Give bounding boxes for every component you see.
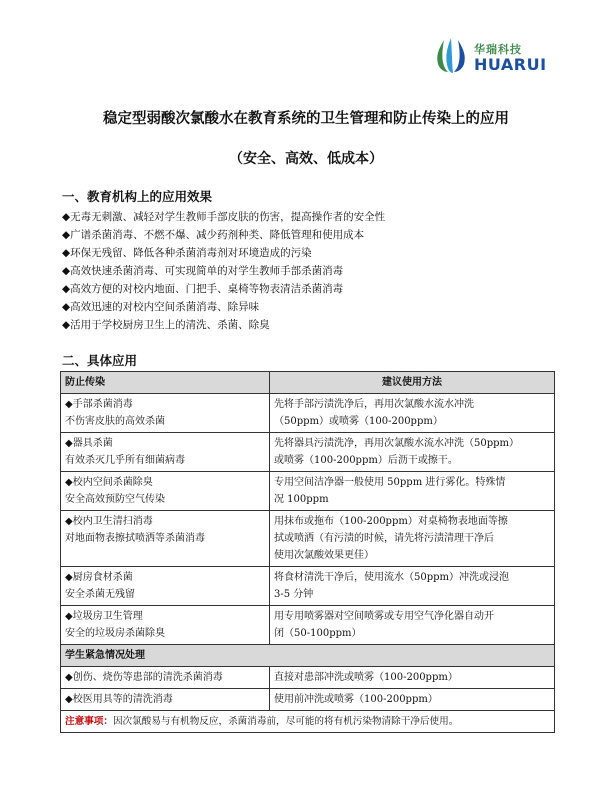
note-text: 因次氯酸易与有机物反应，杀菌消毒前，尽可能的将有机污染物清除干净后使用。 [112, 716, 459, 727]
note-label: 注意事项： [65, 716, 113, 727]
logo-text-cn: 华瑞科技 [474, 43, 522, 56]
row-desc: 对地面物表擦拭喷洒等杀菌消毒 [65, 533, 205, 544]
row-title: ◆校内空间杀菌除臭 [65, 477, 153, 488]
company-logo [434, 38, 584, 74]
emergency-heading-row [61, 645, 555, 667]
water-drop-logo-icon [434, 38, 468, 74]
method-line: 将食材清洗干净后，使用流水（50ppm）冲洗或浸泡 [274, 572, 510, 583]
row-desc: 安全的垃圾房杀菌除臭 [65, 628, 165, 639]
list-item: ◆无毒无刺激、减轻对学生教师手部皮肤的伤害，提高操作者的安全性 [62, 211, 386, 223]
list-item: ◆广谱杀菌消毒、不燃不爆、减少药剂种类、降低管理和使用成本 [62, 229, 365, 241]
note-row [61, 711, 555, 733]
table-row [61, 667, 555, 689]
row-title: ◆厨房食材杀菌 [65, 572, 133, 583]
table-row [61, 689, 555, 711]
row-title: ◆创伤、烧伤等患部的清洗杀菌消毒 [61, 667, 270, 689]
applications-table [60, 371, 555, 733]
method-line: （50ppm）或喷雾（100-200ppm） [274, 416, 443, 427]
note-cell [61, 711, 555, 733]
table-row [61, 433, 555, 472]
column-header-method: 建议使用方法 [270, 372, 555, 394]
emergency-heading: 学生紧急情况处理 [61, 645, 555, 667]
row-title: ◆垃圾房卫生管理 [65, 611, 143, 622]
row-title: ◆手部杀菌消毒 [65, 399, 133, 410]
row-title: ◆校内卫生清扫消毒 [65, 516, 153, 527]
method-line: 或喷雾（100-200ppm）后沥干或擦干。 [274, 455, 458, 466]
row-desc: 安全高效预防空气传染 [65, 494, 165, 505]
logo-text-en: HUARUI [474, 55, 547, 74]
document-subtitle: （安全、高效、低成本） [229, 151, 383, 167]
table-row [61, 472, 555, 511]
table-row [61, 511, 555, 567]
method-line: 使用次氯酸效果更佳） [274, 550, 374, 561]
document-title: 稳定型弱酸次氯酸水在教育系统的卫生管理和防止传染上的应用 [103, 111, 509, 127]
list-item: ◆活用于学校厨房卫生上的清洗、杀菌、除臭 [62, 319, 270, 331]
method-line: 使用前冲洗或喷雾（100-200ppm） [270, 689, 555, 711]
method-line: 闭（50-100ppm） [274, 628, 362, 639]
row-desc: 有效杀灭几乎所有细菌病毒 [65, 455, 185, 466]
column-header-prevention: 防止传染 [61, 372, 270, 394]
list-item: ◆高效方便的对校内地面、门把手、桌椅等物表清洁杀菌消毒 [62, 283, 344, 295]
method-line: 3-5 分钟 [274, 589, 314, 600]
row-title: ◆校医用具等的清洗消毒 [61, 689, 270, 711]
list-item: ◆环保无残留、降低各种杀菌消毒剂对环境造成的污染 [62, 247, 312, 259]
list-item: ◆高效迅速的对校内空间杀菌消毒、除异味 [62, 301, 260, 313]
section-heading-effects: 一、教育机构上的应用效果 [62, 189, 213, 204]
effects-list [62, 208, 385, 334]
table-row [61, 567, 555, 606]
method-line: 用抹布或拖布（100-200ppm）对桌椅物表地面等擦 [274, 516, 508, 527]
list-item: ◆高效快速杀菌消毒、可实现简单的对学生教师手部杀菌消毒 [62, 265, 344, 277]
method-line: 先将手部污渍洗净后，再用次氯酸水流水冲洗 [274, 399, 474, 410]
table-row [61, 606, 555, 645]
method-line: 拭或喷洒（有污渍的时候，请先将污渍清理干净后 [274, 533, 494, 544]
method-line: 用专用喷雾器对空间喷雾或专用空气净化器自动开 [274, 611, 494, 622]
method-line: 直接对患部冲洗或喷雾（100-200ppm） [270, 667, 555, 689]
section-heading-applications: 二、具体应用 [62, 353, 138, 368]
row-desc: 安全杀菌无残留 [65, 589, 135, 600]
method-line: 况 100ppm [274, 494, 329, 505]
row-title: ◆器具杀菌 [65, 438, 113, 449]
table-row [61, 394, 555, 433]
method-line: 先将器具污渍洗净，再用次氯酸水流水冲洗（50ppm） [274, 438, 520, 449]
method-line: 专用空间洁净器一般使用 50ppm 进行雾化。特殊情 [274, 477, 506, 488]
row-desc: 不伤害皮肤的高效杀菌 [65, 416, 165, 427]
table-header-row [61, 372, 555, 394]
